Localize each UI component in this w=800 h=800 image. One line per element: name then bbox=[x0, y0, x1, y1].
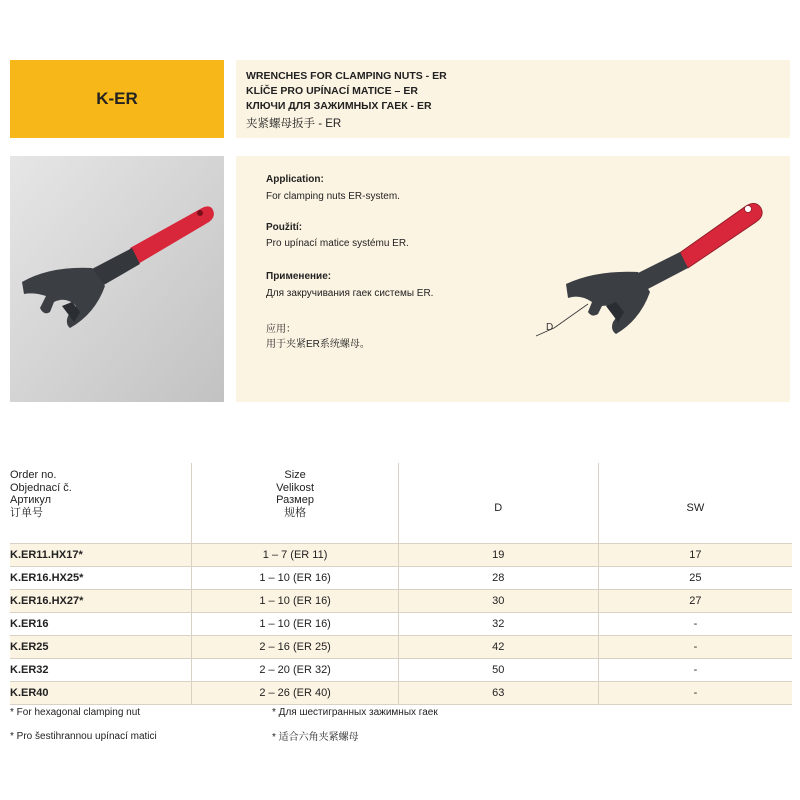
footnote-en: * For hexagonal clamping nut bbox=[10, 707, 141, 718]
spec-table bbox=[10, 463, 792, 705]
d-cell: 28 bbox=[398, 567, 598, 590]
d-cell: 63 bbox=[398, 682, 598, 705]
application-heading-en: Application: bbox=[266, 174, 324, 185]
header-sw: SW bbox=[598, 463, 792, 544]
table-row bbox=[10, 613, 792, 636]
table-row bbox=[10, 567, 792, 590]
application-text-cn: 用于夹紧ER系统螺母。 bbox=[266, 339, 370, 350]
application-text-cz: Pro upínací matice systému ER. bbox=[266, 238, 409, 249]
d-cell: 19 bbox=[398, 544, 598, 567]
sw-cell: - bbox=[598, 636, 792, 659]
header-size-cn: 规格 bbox=[284, 506, 307, 519]
title-box bbox=[236, 60, 790, 138]
header-order-cn: 订单号 bbox=[10, 506, 43, 519]
application-text-ru: Для закручивания гаек системы ER. bbox=[266, 288, 434, 299]
header-order bbox=[10, 463, 192, 544]
table-header-row bbox=[10, 463, 792, 544]
title-ru: КЛЮЧИ ДЛЯ ЗАЖИМНЫХ ГАЕК - ER bbox=[246, 100, 432, 112]
footnote-cn: * 适合六角夹紧螺母 bbox=[272, 732, 359, 743]
product-code-box bbox=[10, 60, 224, 138]
table-row bbox=[10, 682, 792, 705]
size-cell: 1 – 7 (ER 11) bbox=[192, 544, 398, 567]
footnote-ru: * Для шестигранных зажимных гаек bbox=[272, 707, 438, 718]
application-heading-cz: Použití: bbox=[266, 222, 303, 233]
size-cell: 2 – 16 (ER 25) bbox=[192, 636, 398, 659]
header-size bbox=[192, 463, 398, 544]
size-cell: 1 – 10 (ER 16) bbox=[192, 590, 398, 613]
header-size-en: Size bbox=[284, 469, 306, 481]
sw-cell: 27 bbox=[598, 590, 792, 613]
order-cell: K.ER32 bbox=[10, 659, 192, 682]
size-cell: 1 – 10 (ER 16) bbox=[192, 613, 398, 636]
header-order-cz: Objednací č. bbox=[10, 481, 72, 494]
header-order-en: Order no. bbox=[10, 469, 57, 481]
header-size-ru: Размер bbox=[276, 494, 314, 506]
application-heading-cn: 应用： bbox=[266, 324, 296, 335]
d-cell: 32 bbox=[398, 613, 598, 636]
sw-cell: - bbox=[598, 682, 792, 705]
d-cell: 30 bbox=[398, 590, 598, 613]
product-photo bbox=[10, 156, 224, 402]
table-row bbox=[10, 659, 792, 682]
sw-cell: 25 bbox=[598, 567, 792, 590]
footnote-cz: * Pro šestihrannou upínací matici bbox=[10, 731, 157, 742]
size-cell: 2 – 20 (ER 32) bbox=[192, 659, 398, 682]
application-panel bbox=[236, 156, 790, 402]
wrench-diagram-icon bbox=[236, 156, 790, 402]
order-cell: K.ER25 bbox=[10, 636, 192, 659]
title-cn: 夹紧螺母扳手 - ER bbox=[246, 118, 342, 130]
order-cell: K.ER40 bbox=[10, 682, 192, 705]
title-en: WRENCHES FOR CLAMPING NUTS - ER bbox=[246, 70, 447, 82]
order-cell: K.ER11.HX17* bbox=[10, 544, 192, 567]
order-cell: K.ER16 bbox=[10, 613, 192, 636]
sw-cell: - bbox=[598, 659, 792, 682]
application-heading-ru: Применение: bbox=[266, 271, 332, 282]
table-row bbox=[10, 590, 792, 613]
size-cell: 1 – 10 (ER 16) bbox=[192, 567, 398, 590]
sw-cell: 17 bbox=[598, 544, 792, 567]
sw-cell: - bbox=[598, 613, 792, 636]
header-order-ru: Артикул bbox=[10, 494, 52, 506]
d-cell: 42 bbox=[398, 636, 598, 659]
title-cz: KLÍČE PRO UPÍNACÍ MATICE – ER bbox=[246, 85, 418, 97]
header-d: D bbox=[398, 463, 598, 544]
size-cell: 2 – 26 (ER 40) bbox=[192, 682, 398, 705]
order-cell: K.ER16.HX25* bbox=[10, 567, 192, 590]
d-cell: 50 bbox=[398, 659, 598, 682]
table-row bbox=[10, 544, 792, 567]
header-size-cz: Velikost bbox=[276, 481, 315, 494]
product-code: K-ER bbox=[96, 89, 138, 108]
table-row bbox=[10, 636, 792, 659]
order-cell: K.ER16.HX27* bbox=[10, 590, 192, 613]
diagram-dimension-label: D bbox=[546, 322, 554, 333]
application-text-en: For clamping nuts ER-system. bbox=[266, 191, 400, 202]
wrench-photo-icon bbox=[10, 156, 224, 402]
